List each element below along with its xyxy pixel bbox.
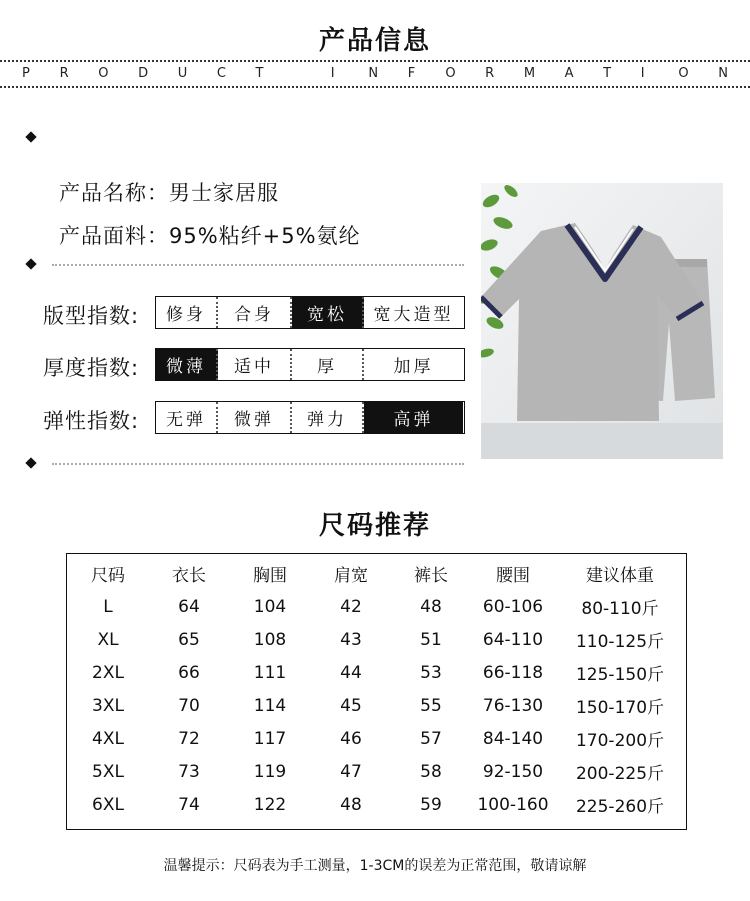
table-cell: 45 — [340, 695, 362, 716]
elasticity-index-scale — [155, 401, 465, 434]
subtitle-letter: I — [640, 66, 645, 81]
table-cell: 74 — [178, 794, 200, 815]
table-cell: 51 — [420, 629, 442, 650]
size-table-header-cell: 裤长 — [414, 566, 448, 586]
table-cell: 53 — [420, 662, 442, 683]
table-cell: 70 — [178, 695, 200, 716]
subtitle-letter: D — [138, 66, 149, 81]
subtitle-letter: C — [216, 66, 226, 81]
top-dotted-divider — [0, 60, 750, 62]
thickness-index-scale — [155, 348, 465, 381]
table-cell: 200-225斤 — [575, 764, 665, 784]
table-cell: 55 — [420, 695, 442, 716]
measurement-note: 温馨提示：尺码表为手工测量，1-3CM的误差为正常范围，敬请谅解 — [163, 858, 587, 874]
table-cell: 122 — [253, 794, 287, 815]
size-table-header-cell: 建议体重 — [586, 566, 654, 586]
table-cell: 111 — [253, 662, 287, 683]
scale-option: 无弹 — [156, 402, 218, 433]
subtitle-letter: O — [445, 66, 456, 81]
scale-option: 适中 — [218, 349, 292, 380]
table-cell: 66-118 — [482, 662, 544, 683]
table-cell: 64-110 — [482, 629, 544, 650]
diamond-bullet-icon — [25, 457, 36, 468]
size-table — [67, 557, 685, 821]
table-cell: 59 — [420, 794, 442, 815]
table-cell: 48 — [340, 794, 362, 815]
table-cell: 119 — [253, 761, 287, 782]
table-cell: 43 — [340, 629, 362, 650]
size-table-header-cell: 尺码 — [91, 566, 125, 586]
table-cell: 46 — [340, 728, 362, 749]
fit-index-scale — [155, 296, 465, 329]
table-cell: L — [103, 596, 113, 617]
table-cell: 225-260斤 — [575, 797, 665, 817]
thickness-index-label: 厚度指数: — [43, 356, 140, 380]
subtitle-letter: M — [523, 66, 536, 81]
table-cell: 92-150 — [482, 761, 544, 782]
table-cell: 150-170斤 — [575, 698, 665, 718]
product-fabric-value: 95%粘纤+5%氨纶 — [169, 224, 361, 248]
dashed-divider — [52, 463, 464, 465]
table-cell: 2XL — [92, 662, 124, 683]
table-cell: 110-125斤 — [575, 632, 665, 652]
table-cell: 108 — [253, 629, 287, 650]
product-photo — [481, 183, 723, 459]
table-row — [67, 590, 685, 623]
table-cell: 4XL — [92, 728, 124, 749]
table-cell: 47 — [340, 761, 362, 782]
table-row — [67, 722, 685, 755]
subtitle-letter — [293, 66, 301, 81]
table-cell: 104 — [253, 596, 287, 617]
table-cell: 65 — [178, 629, 200, 650]
table-row — [67, 656, 685, 689]
table-cell: 73 — [178, 761, 200, 782]
scale-option: 合身 — [218, 297, 292, 328]
elasticity-index-label: 弹性指数: — [43, 409, 140, 433]
size-table-header-cell: 腰围 — [496, 566, 530, 586]
table-cell: 72 — [178, 728, 200, 749]
dashed-divider — [52, 264, 464, 266]
table-cell: 48 — [420, 596, 442, 617]
subtitle-letter: R — [59, 66, 69, 81]
table-cell: 80-110斤 — [581, 599, 659, 619]
size-table-header — [67, 557, 685, 590]
scale-option: 修身 — [156, 297, 218, 328]
scale-option: 高弹 — [364, 402, 463, 433]
subtitle-letter: I — [330, 66, 335, 81]
page-title: 产品信息 — [318, 26, 431, 56]
product-information-subtitle — [22, 66, 728, 81]
subtitle-letter: N — [718, 66, 728, 81]
product-fabric-row — [59, 220, 361, 250]
size-section-title: 尺码推荐 — [318, 511, 431, 541]
size-table-header-cell: 肩宽 — [334, 566, 368, 586]
product-name-label: 产品名称： — [59, 181, 169, 205]
subtitle-letter: T — [255, 66, 264, 81]
table-cell: XL — [97, 629, 119, 650]
size-table-header-cell: 衣长 — [172, 566, 206, 586]
scale-option: 宽松 — [292, 297, 364, 328]
table-row — [67, 755, 685, 788]
fit-index-label: 版型指数: — [43, 304, 140, 328]
table-cell: 76-130 — [482, 695, 544, 716]
subtitle-letter: R — [485, 66, 495, 81]
subtitle-letter: F — [407, 66, 416, 81]
table-cell: 66 — [178, 662, 200, 683]
table-cell: 117 — [253, 728, 287, 749]
table-cell: 170-200斤 — [575, 731, 665, 751]
size-table-header-cell: 胸围 — [253, 566, 287, 586]
table-row — [67, 689, 685, 722]
scale-option: 厚 — [292, 349, 364, 380]
subtitle-letter: T — [603, 66, 612, 81]
scale-option: 微弹 — [218, 402, 292, 433]
scale-option: 弹力 — [292, 402, 364, 433]
table-row — [67, 623, 685, 656]
table-cell: 60-106 — [482, 596, 544, 617]
table-cell: 58 — [420, 761, 442, 782]
diamond-bullet-icon — [25, 258, 36, 269]
subtitle-letter: N — [368, 66, 379, 81]
size-table-frame — [66, 553, 687, 830]
bottom-dotted-divider — [0, 86, 750, 88]
subtitle-letter: O — [678, 66, 689, 81]
subtitle-letter: O — [98, 66, 109, 81]
subtitle-letter: U — [177, 66, 188, 81]
table-cell: 6XL — [92, 794, 124, 815]
table-cell: 44 — [340, 662, 362, 683]
table-cell: 5XL — [92, 761, 124, 782]
table-cell: 100-160 — [477, 794, 549, 815]
subtitle-letter: A — [564, 66, 574, 81]
diamond-bullet-icon — [25, 131, 36, 142]
table-cell: 3XL — [92, 695, 124, 716]
table-row — [67, 788, 685, 821]
scale-option: 微薄 — [156, 349, 218, 380]
product-name-value: 男士家居服 — [169, 181, 279, 205]
table-cell: 125-150斤 — [575, 665, 665, 685]
table-cell: 114 — [253, 695, 287, 716]
table-cell: 42 — [340, 596, 362, 617]
product-name-row — [59, 177, 279, 207]
scale-option: 加厚 — [364, 349, 463, 380]
table-cell: 57 — [420, 728, 442, 749]
scale-option: 宽大造型 — [364, 297, 463, 328]
homewear-illustration — [481, 183, 723, 459]
product-fabric-label: 产品面料： — [59, 224, 169, 248]
table-cell: 84-140 — [482, 728, 544, 749]
table-cell: 64 — [178, 596, 200, 617]
subtitle-letter: P — [22, 66, 30, 81]
